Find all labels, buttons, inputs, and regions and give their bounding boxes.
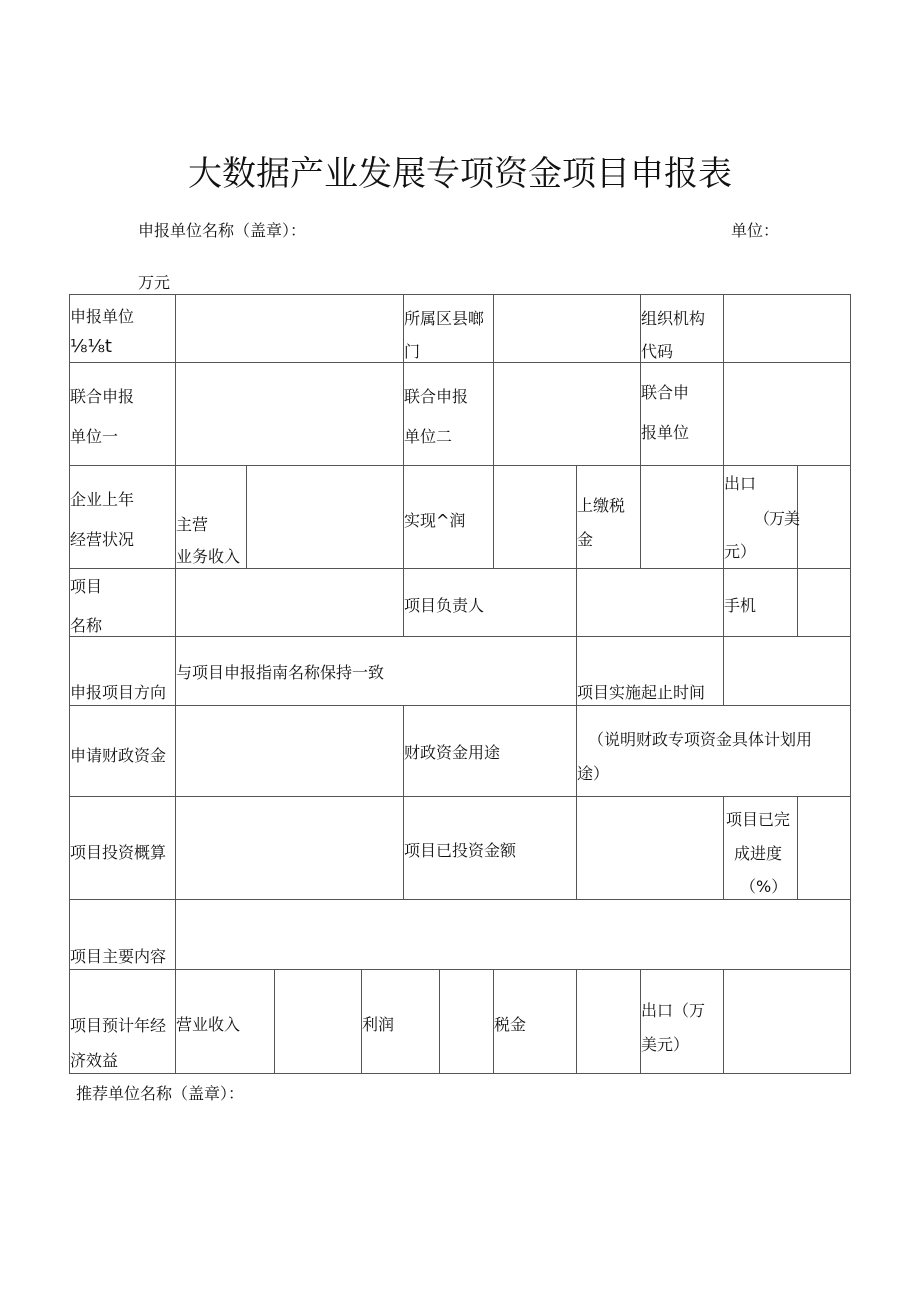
joint-unit2-label-2: 单位二 <box>404 427 453 446</box>
joint-unit-label-2: 报单位 <box>641 423 690 442</box>
district-label-2: 门 <box>404 342 421 361</box>
export-label: 出口 <box>724 474 757 493</box>
project-leader-label: 项目负责人 <box>404 596 485 615</box>
row-line <box>69 1073 850 1074</box>
phone-label: 手机 <box>724 596 757 615</box>
col-line <box>403 362 404 465</box>
expected-label-2: 济效益 <box>70 1051 119 1070</box>
form-title: 大数据产业发展专项资金项目申报表 <box>188 154 732 194</box>
phone-field[interactable] <box>798 569 850 636</box>
applicant-label: 申报单位 <box>70 307 135 326</box>
progress-label: 项目已完 <box>726 810 791 829</box>
invested-field[interactable] <box>577 797 723 899</box>
main-revenue-label-2: 业务收入 <box>176 547 241 566</box>
tax-label-2: 金 <box>577 530 594 549</box>
invested-label: 项目已投资金额 <box>404 841 517 860</box>
col-line <box>723 796 724 899</box>
progress-field[interactable] <box>798 797 850 899</box>
joint-unit1-field[interactable] <box>176 363 403 465</box>
project-leader-field[interactable] <box>577 569 723 636</box>
export-label-2: （万美 <box>754 509 800 528</box>
project-name-field[interactable] <box>176 569 403 636</box>
col-line <box>850 294 851 1074</box>
applicant-unit-field[interactable] <box>176 295 403 362</box>
content-label: 项目主要内容 <box>70 947 167 966</box>
tax-label: 上缴税 <box>577 496 626 515</box>
budget-label: 项目投资概算 <box>70 843 167 862</box>
joint-unit1-label: 联合申报 <box>70 387 135 406</box>
main-revenue-label: 主营 <box>176 515 209 534</box>
project-name-label: 项目 <box>70 577 103 596</box>
expected-profit-field[interactable] <box>440 970 493 1073</box>
funding-usage-note-2: 途） <box>577 764 610 783</box>
unit-name-label: 申报单位名称（盖章）： <box>138 221 307 240</box>
joint-unit2-field[interactable] <box>494 363 640 465</box>
project-name-label-2: 名称 <box>70 616 103 635</box>
budget-field[interactable] <box>176 797 403 899</box>
content-field[interactable] <box>176 900 850 969</box>
expected-export-label: 出口（万 <box>641 1001 706 1020</box>
unit-value: 万元 <box>138 273 171 292</box>
last-year-label-2: 经营状况 <box>70 530 135 549</box>
period-field[interactable] <box>724 637 850 705</box>
joint-unit-field[interactable] <box>724 363 850 465</box>
district-label: 所属区县啷 <box>404 309 485 328</box>
export-label-3: 元） <box>724 542 757 561</box>
applicant-label-suffix: ⅛⅛t <box>70 336 112 357</box>
progress-label-3: （%） <box>740 877 788 896</box>
expected-revenue-label: 营业收入 <box>176 1015 241 1034</box>
joint-unit2-label: 联合申报 <box>404 387 469 406</box>
recommender-label: 推荐单位名称（盖章）： <box>76 1084 245 1103</box>
org-code-label: 组织机构 <box>641 309 706 328</box>
joint-unit-label: 联合申 <box>641 383 690 402</box>
expected-tax-label: 税金 <box>494 1015 527 1034</box>
funding-usage-note[interactable]: （说明财政专项资金具体计划用 <box>588 730 813 749</box>
expected-export-field[interactable] <box>724 970 850 1073</box>
last-year-revenue-field[interactable] <box>247 466 403 568</box>
expected-label: 项目预计年经 <box>70 1016 167 1035</box>
funding-usage-label: 财政资金用途 <box>404 743 501 762</box>
org-code-label-2: 代码 <box>641 342 674 361</box>
funding-field[interactable] <box>176 706 403 796</box>
expected-tax-field[interactable] <box>577 970 640 1073</box>
expected-export-label-2: 美元） <box>641 1035 690 1054</box>
last-year-label: 企业上年 <box>70 490 135 509</box>
direction-label: 申报项目方向 <box>70 683 167 702</box>
progress-label-2: 成进度 <box>734 844 783 863</box>
joint-unit1-label-2: 单位一 <box>70 427 119 446</box>
last-year-tax-field[interactable] <box>641 466 723 568</box>
col-line <box>640 362 641 465</box>
period-label: 项目实施起止时间 <box>577 683 706 702</box>
funding-label: 申请财政资金 <box>70 746 167 765</box>
profit-label: 实现^润 <box>404 511 466 530</box>
expected-revenue-field[interactable] <box>275 970 361 1073</box>
direction-value[interactable]: 与项目申报指南名称保持一致 <box>176 663 385 682</box>
district-field[interactable] <box>494 295 640 362</box>
last-year-export-field[interactable] <box>798 466 850 568</box>
last-year-profit-field[interactable] <box>494 466 576 568</box>
org-code-field[interactable] <box>724 295 850 362</box>
unit-label: 单位： <box>731 221 780 240</box>
row-line <box>69 465 850 466</box>
expected-profit-label: 利润 <box>362 1015 395 1034</box>
